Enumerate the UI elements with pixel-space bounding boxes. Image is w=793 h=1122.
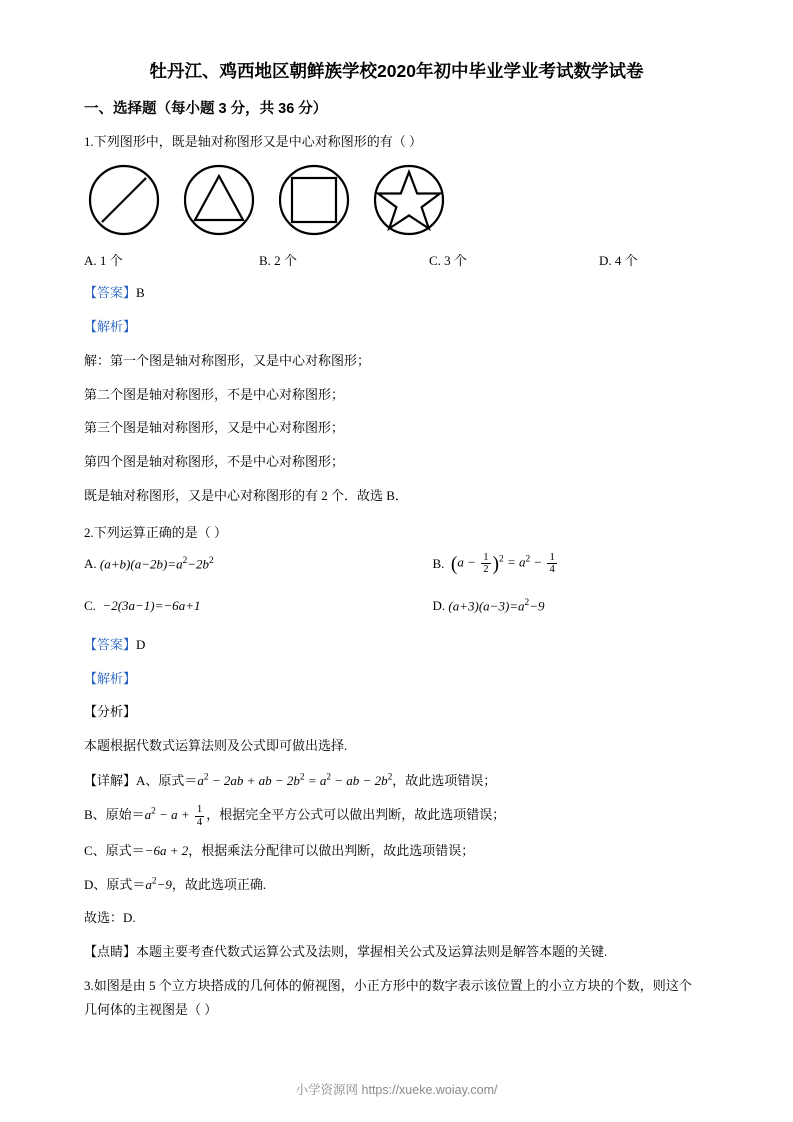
choice-a-label: A. xyxy=(84,555,97,571)
choice-b[interactable]: B. 2 个 xyxy=(259,253,297,269)
question-2-detail-b xyxy=(84,804,709,828)
detail-d-prefix: D、原式＝ xyxy=(84,876,146,892)
question-1-solution-line-5: 既是轴对称图形，又是中心对称图形的有 2 个．故选 B． xyxy=(84,487,408,503)
watermark-name: 小学资源网 xyxy=(295,1083,359,1097)
document-content xyxy=(84,58,709,1034)
question-1-solution-line-1: 解：第一个图是轴对称图形，又是中心对称图形； xyxy=(84,352,371,368)
circle-with-triangle-icon xyxy=(181,162,257,238)
question-2-detail-d xyxy=(84,874,709,896)
watermark xyxy=(0,1080,793,1098)
detail-b-math: $a^2 - a$ + $\frac{1}{4}$ xyxy=(144,804,203,828)
answer-value: D xyxy=(136,636,146,652)
question-1-answer xyxy=(84,283,709,304)
question-2-choice-d[interactable] xyxy=(397,598,710,614)
question-2-fenxi-text: 本题根据代数式运算法则及公式即可做出选择. xyxy=(84,738,348,754)
circle-with-star-icon xyxy=(371,162,447,238)
question-2-dianjing xyxy=(84,942,709,963)
choice-a[interactable]: A. 1 个 xyxy=(84,253,123,269)
detail-c-suffix: ，根据乘法分配律可以做出判断，故此选项错误； xyxy=(188,842,475,858)
detail-a-math: $a^2 - 2ab$ + ab − $2b^2 = a^2$ − ab − $2b^2$ xyxy=(197,772,393,789)
choice-b-math: (a − $\frac{1}{2}$ )$^2 = a^2$ − $\frac{1}{4}$ xyxy=(450,551,555,575)
question-1-solution-line-4: 第四个图是轴对称图形，不是中心对称图形； xyxy=(84,454,345,470)
detail-c-prefix: C、原式＝ xyxy=(84,842,145,858)
answer-label: 【答案】 xyxy=(84,285,137,301)
answer-label: 【答案】 xyxy=(84,636,137,652)
question-2-options-row-2 xyxy=(84,593,709,619)
question-2-answer xyxy=(84,635,709,656)
choice-c-math: −2(3a−1)=−6a+1 xyxy=(102,597,201,613)
question-1-choices xyxy=(84,250,709,269)
question-2-fenxi-label: 【分析】 xyxy=(84,704,137,720)
question-1-stem: 1.下列图形中，既是轴对称图形又是中心对称图形的有（ ） xyxy=(84,134,423,149)
dianjing-label: 【点睛】 xyxy=(84,943,137,959)
detail-b-suffix: ，根据完全平方公式可以做出判断，故此选项错误； xyxy=(206,807,506,823)
choice-d[interactable]: D. 4 个 xyxy=(599,253,638,269)
detail-a-prefix: A、原式＝ xyxy=(136,773,198,789)
detail-d-suffix: ，故此选项正确. xyxy=(171,876,267,892)
choice-a-math: $(a+b)(a-2b)=a^2-2b^2$ xyxy=(99,555,214,572)
question-2-conclusion: 故选：D. xyxy=(84,910,136,926)
choice-c-label: C. xyxy=(84,597,96,613)
watermark-url: https://xueke.woiay.com/ xyxy=(361,1083,498,1097)
question-2-analysis-label: 【解析】 xyxy=(84,670,137,686)
question-2-stem: 2.下列运算正确的是（ ） xyxy=(84,524,228,540)
detail-label: 【详解】 xyxy=(84,773,137,789)
question-1-analysis-label: 【解析】 xyxy=(84,318,137,334)
question-1-figure-row xyxy=(86,162,709,238)
question-2-choice-b[interactable] xyxy=(397,552,710,576)
detail-a-suffix: ，故此选项错误； xyxy=(392,773,497,789)
choice-b-label: B. xyxy=(432,555,445,571)
question-2-detail-a xyxy=(84,770,709,792)
choice-d-math: $(a+3)(a-3)=a^2-9$ xyxy=(448,597,545,614)
question-2-choice-a[interactable] xyxy=(84,556,397,572)
answer-value: B xyxy=(136,285,145,301)
circle-with-slash-icon xyxy=(86,162,162,238)
detail-c-math: −6a + 2 xyxy=(144,842,189,858)
question-2-detail-c xyxy=(84,840,709,862)
question-1-solution-line-2: 第二个图是轴对称图形，不是中心对称图形； xyxy=(84,386,345,402)
choice-c[interactable]: C. 3 个 xyxy=(429,253,467,269)
question-2-options-row-1 xyxy=(84,551,709,577)
dianjing-text: 本题主要考查代数式运算公式及法则，掌握相关公式及运算法则是解答本题的关键. xyxy=(136,943,608,959)
choice-d-label: D. xyxy=(432,597,446,613)
section-heading-choice: 一、选择题（每小题 3 分，共 36 分） xyxy=(84,101,328,117)
question-2-choice-c[interactable] xyxy=(84,598,397,614)
question-3-stem-line-1: 3.如图是由 5 个立方块搭成的几何体的俯视图，小正方形中的数字表示该位置上的小立方块的个数，则这个 xyxy=(84,977,692,993)
detail-b-prefix: B、原始＝ xyxy=(84,807,145,823)
page-title: 牡丹江、鸡西地区朝鲜族学校2020年初中毕业学业考试数学试卷 xyxy=(149,61,644,81)
question-1-solution-line-3: 第三个图是轴对称图形，又是中心对称图形； xyxy=(84,420,345,436)
circle-with-square-icon xyxy=(276,162,352,238)
detail-d-math: $a^2-9$ xyxy=(145,876,172,892)
question-3-stem-line-2: 几何体的主视图是（ ） xyxy=(84,1002,218,1018)
